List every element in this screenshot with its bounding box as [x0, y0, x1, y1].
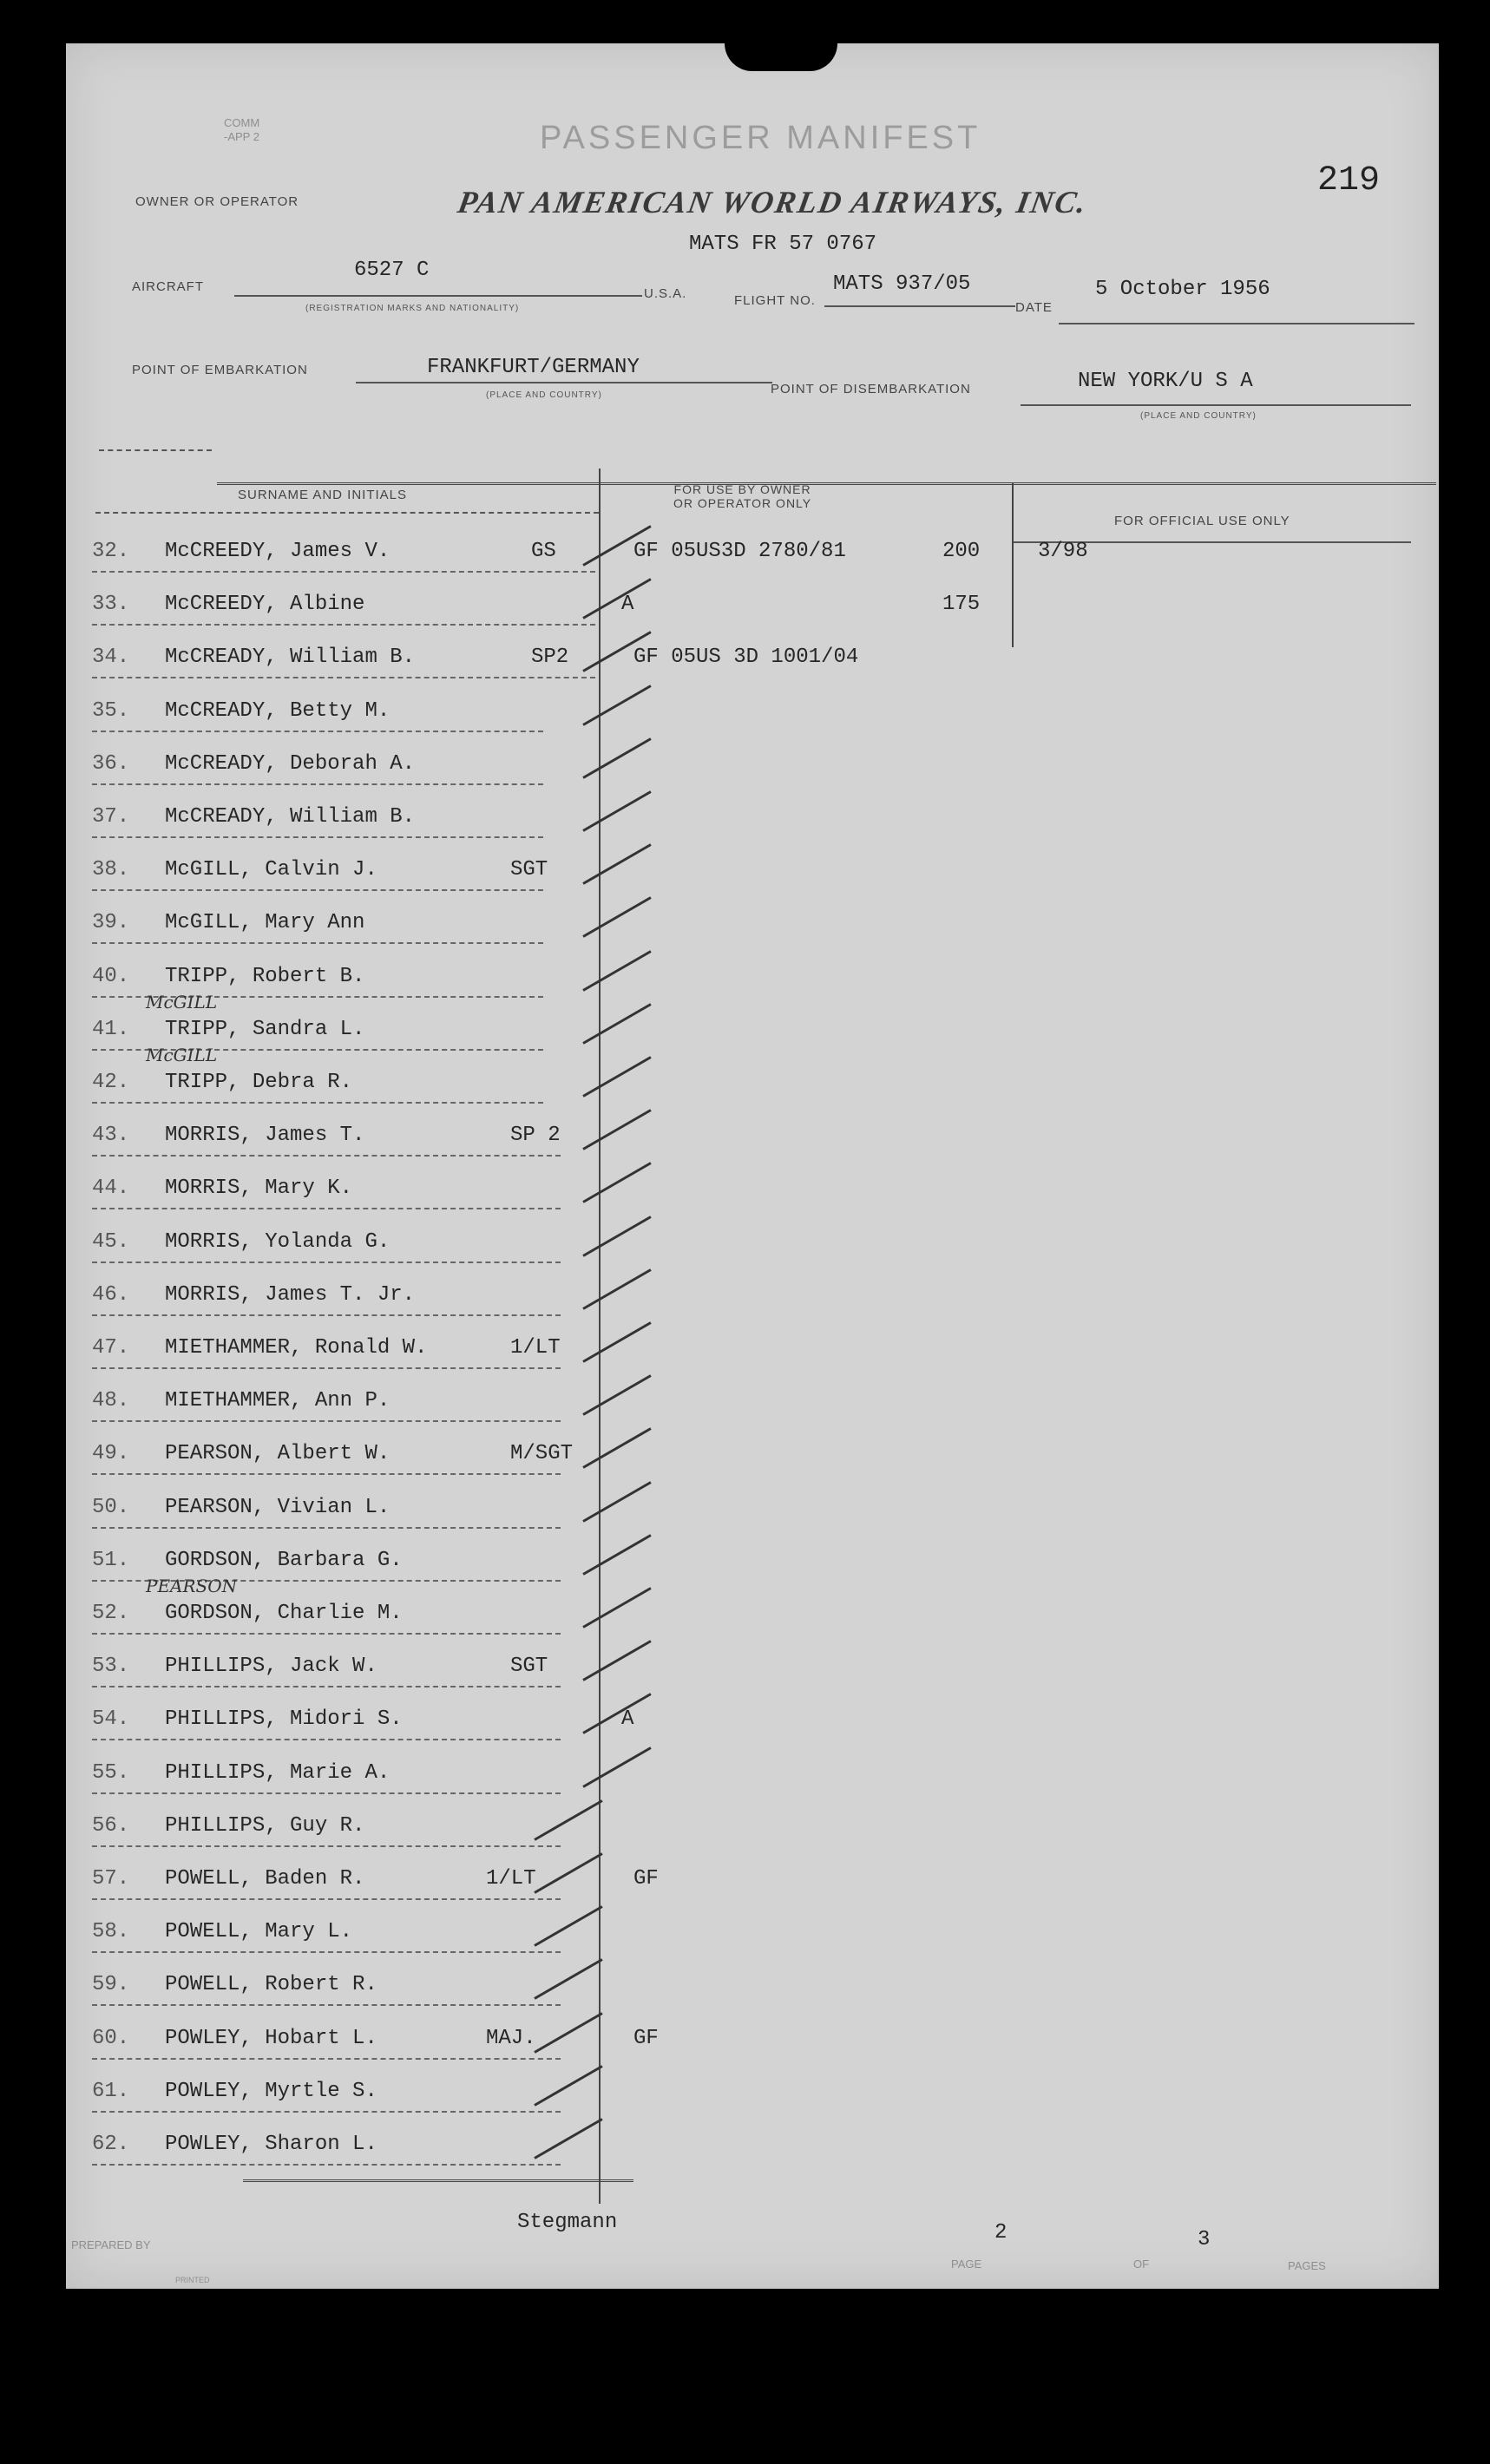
row-underline — [92, 571, 595, 573]
col-surname: SURNAME AND INITIALS — [238, 488, 408, 502]
aircraft-registration: 6527 C — [354, 259, 430, 282]
row-number: 61. — [92, 2080, 130, 2103]
row-number: 41. — [92, 1018, 130, 1041]
row-number: 44. — [92, 1176, 130, 1200]
row-number: 60. — [92, 2027, 130, 2050]
row-underline — [92, 2111, 561, 2113]
row-underline — [92, 1686, 561, 1687]
handwritten-correction: McGILL — [146, 1045, 218, 1065]
row-number: 53. — [92, 1655, 130, 1678]
passenger-name: PHILLIPS, Marie A. — [165, 1761, 391, 1785]
aircraft-sublabel: (REGISTRATION MARKS AND NATIONALITY) — [305, 304, 520, 313]
row-number: 49. — [92, 1442, 130, 1465]
passenger-name: MIETHAMMER, Ronald W. — [165, 1336, 428, 1360]
passenger-name: PHILLIPS, Jack W. — [165, 1655, 377, 1678]
flight-label: FLIGHT NO. — [734, 293, 816, 308]
passenger-rank: SGT — [510, 1655, 548, 1678]
page-current: 2 — [994, 2221, 1008, 2244]
passenger-rank: 1/LT — [510, 1336, 561, 1360]
passenger-name: PEARSON, Albert W. — [165, 1442, 391, 1465]
prepared-by: Stegmann — [517, 2211, 618, 2234]
contract-number: MATS FR 57 0767 — [689, 233, 877, 256]
pages-label: PAGES — [1288, 2259, 1326, 2272]
row-number: 35. — [92, 699, 130, 723]
passenger-name: POWELL, Robert R. — [165, 1973, 377, 1996]
row-underline — [92, 731, 543, 732]
row-number: 51. — [92, 1549, 130, 1572]
row-number: 33. — [92, 593, 130, 616]
row-number: 54. — [92, 1707, 130, 1731]
passenger-name: MORRIS, Yolanda G. — [165, 1230, 391, 1254]
passenger-rank: SP2 — [531, 645, 569, 669]
flight-date: 5 October 1956 — [1095, 278, 1270, 301]
row-underline — [92, 2164, 561, 2166]
row-underline — [92, 1208, 561, 1209]
row-number: 45. — [92, 1230, 130, 1254]
row-number: 42. — [92, 1071, 130, 1094]
passenger-name: McCREADY, William B. — [165, 645, 416, 669]
passenger-rank: 1/LT — [486, 1867, 536, 1891]
row-underline — [92, 1633, 561, 1635]
aircraft-label: AIRCRAFT — [132, 279, 204, 294]
passenger-name: TRIPP, Robert B. — [165, 965, 365, 988]
passenger-name: McCREADY, William B. — [165, 805, 416, 829]
row-number: 43. — [92, 1124, 130, 1147]
corner-stamp-2: COMM -APP 2 — [224, 116, 260, 143]
page-number: 219 — [1317, 161, 1381, 200]
row-underline — [92, 942, 543, 944]
passenger-name: POWLEY, Hobart L. — [165, 2027, 377, 2050]
passenger-name: McCREEDY, Albine — [165, 593, 365, 616]
passenger-name: McGILL, Calvin J. — [165, 858, 377, 881]
passenger-name: MORRIS, James T. Jr. — [165, 1283, 416, 1307]
row-underline — [92, 677, 595, 678]
row-number: 34. — [92, 645, 130, 669]
row-number: 46. — [92, 1283, 130, 1307]
passenger-name: TRIPP, Debra R. — [165, 1071, 353, 1094]
passenger-name: POWLEY, Myrtle S. — [165, 2080, 377, 2103]
prepared-label: PREPARED BY — [71, 2238, 151, 2251]
row-number: 59. — [92, 1973, 130, 1996]
col-owner-use: FOR USE BY OWNER OR OPERATOR ONLY — [673, 482, 812, 510]
handwritten-correction: McGILL — [146, 992, 218, 1012]
usa-label: U.S.A. — [644, 286, 687, 301]
row-number: 36. — [92, 752, 130, 776]
column-rule-2 — [1012, 482, 1014, 647]
passenger-name: PEARSON, Vivian L. — [165, 1496, 391, 1519]
passenger-rank: M/SGT — [510, 1442, 574, 1465]
passenger-rank: SGT — [510, 858, 548, 881]
row-underline — [92, 1367, 561, 1369]
row-underline — [92, 783, 543, 785]
row-number: 37. — [92, 805, 130, 829]
passenger-rank: MAJ. — [486, 2027, 536, 2050]
owner-annotation: GF 05US3D 2780/81 — [633, 540, 846, 563]
row-underline — [92, 1527, 561, 1529]
row-underline — [92, 1792, 561, 1794]
disembarkation-sublabel: (PLACE AND COUNTRY) — [1140, 411, 1257, 421]
row-underline — [92, 2058, 561, 2060]
document-title: PASSENGER MANIFEST — [540, 120, 981, 156]
row-number: 57. — [92, 1867, 130, 1891]
row-underline — [92, 1155, 561, 1157]
passenger-name: POWLEY, Sharon L. — [165, 2133, 377, 2156]
printed-label: PRINTED — [175, 2276, 210, 2284]
disembarkation-place: NEW YORK/U S A — [1078, 370, 1253, 393]
owner-annotation: A — [621, 1707, 634, 1731]
column-rule-1 — [599, 469, 601, 2204]
passenger-name: MORRIS, Mary K. — [165, 1176, 353, 1200]
of-label: OF — [1133, 2258, 1150, 2271]
passenger-name: PHILLIPS, Guy R. — [165, 1814, 365, 1838]
row-number: 52. — [92, 1602, 130, 1625]
torn-notch — [725, 43, 837, 71]
owner-name: PAN AMERICAN WORLD AIRWAYS, INC. — [455, 185, 1091, 220]
page-label: PAGE — [951, 2258, 982, 2271]
passenger-weight: 175 — [942, 593, 981, 616]
row-number: 55. — [92, 1761, 130, 1785]
date-label: DATE — [1015, 300, 1053, 315]
passenger-name: McCREEDY, James V. — [165, 540, 391, 563]
row-underline — [92, 1898, 561, 1900]
row-number: 47. — [92, 1336, 130, 1360]
row-number: 40. — [92, 965, 130, 988]
row-number: 32. — [92, 540, 130, 563]
owner-annotation: A — [621, 593, 634, 616]
row-underline — [92, 1314, 561, 1316]
passenger-name: MIETHAMMER, Ann P. — [165, 1389, 391, 1412]
disembarkation-label: POINT OF DISEMBARKATION — [771, 382, 971, 396]
owner-label: OWNER OR OPERATOR — [135, 194, 299, 209]
owner-annotation: GF — [633, 2027, 659, 2050]
passenger-name: McCREADY, Deborah A. — [165, 752, 416, 776]
row-underline — [92, 1102, 543, 1104]
row-underline — [92, 1261, 561, 1263]
row-underline — [92, 2004, 561, 2006]
row-number: 58. — [92, 1920, 130, 1943]
passenger-name: TRIPP, Sandra L. — [165, 1018, 365, 1041]
row-underline — [92, 1951, 561, 1953]
passenger-name: MORRIS, James T. — [165, 1124, 365, 1147]
row-underline — [92, 1739, 561, 1740]
embarkation-label: POINT OF EMBARKATION — [132, 363, 308, 377]
passenger-name: McGILL, Mary Ann — [165, 911, 365, 934]
row-number: 62. — [92, 2133, 130, 2156]
row-underline — [92, 836, 543, 838]
row-number: 50. — [92, 1496, 130, 1519]
row-underline — [92, 624, 595, 626]
passenger-name: GORDSON, Barbara G. — [165, 1549, 403, 1572]
passenger-name: McCREADY, Betty M. — [165, 699, 391, 723]
page-total: 3 — [1198, 2228, 1211, 2251]
passenger-rank: GS — [531, 540, 556, 563]
handwritten-correction: PEARSON — [146, 1576, 238, 1596]
embarkation-place: FRANKFURT/GERMANY — [427, 356, 640, 379]
passenger-weight: 200 — [942, 540, 981, 563]
embarkation-sublabel: (PLACE AND COUNTRY) — [486, 390, 602, 400]
col-official-use: FOR OFFICIAL USE ONLY — [1114, 514, 1290, 528]
row-underline — [92, 1845, 561, 1847]
row-number: 56. — [92, 1814, 130, 1838]
row-number: 38. — [92, 858, 130, 881]
passenger-name: PHILLIPS, Midori S. — [165, 1707, 403, 1731]
row-number: 39. — [92, 911, 130, 934]
owner-annotation: GF — [633, 1867, 659, 1891]
row-underline — [92, 1420, 561, 1422]
official-entry: 3/98 — [1038, 540, 1088, 563]
passenger-rank: SP 2 — [510, 1124, 561, 1147]
row-underline — [92, 889, 543, 891]
owner-annotation: GF 05US 3D 1001/04 — [633, 645, 859, 669]
passenger-name: POWELL, Baden R. — [165, 1867, 365, 1891]
row-number: 48. — [92, 1389, 130, 1412]
row-underline — [92, 1473, 561, 1475]
passenger-name: GORDSON, Charlie M. — [165, 1602, 403, 1625]
flight-number: MATS 937/05 — [833, 272, 971, 296]
passenger-name: POWELL, Mary L. — [165, 1920, 353, 1943]
